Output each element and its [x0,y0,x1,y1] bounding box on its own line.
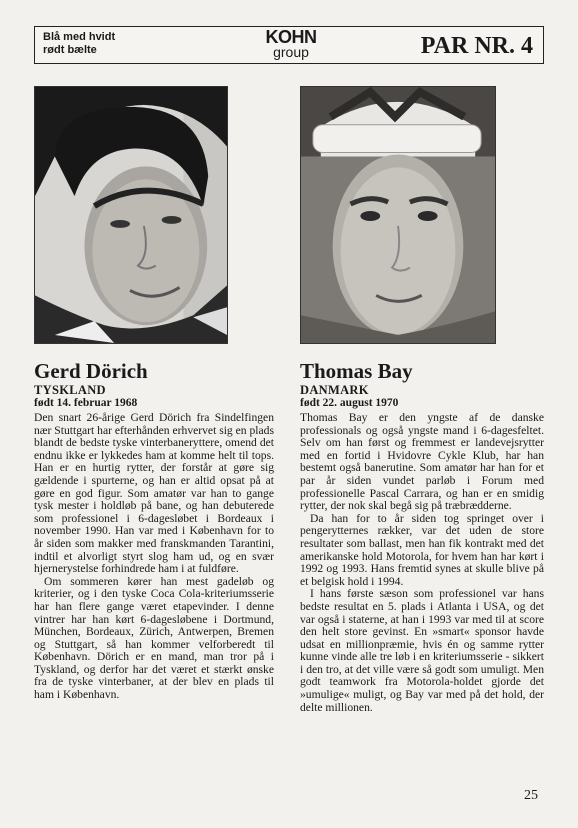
rider-country: TYSKLAND [34,383,106,397]
portrait-image [301,87,495,343]
logo-bottom: group [273,44,309,60]
portrait-image [35,87,227,343]
page-number: 25 [524,788,538,803]
rider-name: Thomas Bay [300,359,413,383]
pair-title: PAR NR. 4 [420,33,533,59]
bio-paragraph: Thomas Bay er den yngste af de danske professionals og også yngste mand i 6-dagesfeltet. Selv om han først og fremmest er landevejsrytter med en fortid i Hvidovre Cykle Klub, har han bestemt også banerutine. Som amatør har han for et par år siden vundet parløb i Forum med professionelle Pascal Carrara, og han er en smidig rytter, der nok skal begå sig på træbrædderne. [300,411,544,513]
bio-paragraph: Den snart 26-årige Gerd Dörich fra Sindelfingen nær Stuttgart har efterhånden erhvervet sig en plads blandt de bedste tyske vinterbaneryttere, omend det endnu ikke er lykkedes ham at komme helt til tops. Han er en hurtig rytter, der forstår at gøre sig gældende i spurterne, og han er altid opsat på at gøre en god figur. Som amatør var han to gange tysk mester i holdløb på bane, og han debuterede som professionel i 6-dagesløbet i Bordeaux i november 1990. Han var med i København for to år siden som makker med franskmanden Tarantini, indtil et alvorligt styrt slog ham ud, og en svær hjernerystelse forhindrede ham i at fuldføre. [34,411,274,576]
rider-birthdate: født 22. august 1970 [300,397,399,409]
jersey-line-1: Blå med hvidt [43,31,116,43]
jersey-description [43,31,115,57]
kohn-group-logo [263,28,319,60]
jersey-line-2: rødt bælte [43,44,97,56]
rider-biography [300,412,544,714]
bio-paragraph: Om sommeren kører han mest gadeløb og kriterier, og i den tyske Coca Cola-kriteriumsserie har han flere gange været etapevinder. I denne vintrer har han kørt 6-dagesløbene i Dortmund, München, Bordeaux, Zürich, Antwerpen, Bremen og Stuttgart, så han kommer velforberedt til København. Dörich er en mand, man tror på i Tyskland, og derfor har det været et stærkt ønske fra de tyske vinterbaner, at der blev en plads til ham i København. [34,574,274,702]
rider-name: Gerd Dörich [34,359,148,383]
rider-photo-bay [300,86,496,344]
bio-paragraph: Da han for to år siden tog springet over i pengerytternes rækker, var det uden de store resultater som ballast, men han fik kontrakt med det amerikanske hold Motorola, for hvem han har kørt i 1992 og 1993. Hans fremtid synes at skulle blive på et belgisk hold i 1994. [300,511,544,588]
rider-birthdate: født 14. februar 1968 [34,397,138,409]
logo-top: KOHN [265,27,317,47]
rider-biography [34,412,274,702]
rider-column-dorich [34,358,274,702]
rider-photo-dorich [34,86,228,344]
page-header [34,26,544,64]
rider-country: DANMARK [300,383,369,397]
bio-paragraph: I hans første sæson som professionel var hans bedste resultat en 5. plads i Atlanta i USA, og det var også i staterne, at han i 1993 var med til at score den helt store gevinst. En »smart« sponsor havde udsat en millionpræmie, hvis én og samme rytter kunne vinde alle tre løb i en kriteriumsserie - sikkert i den tro, at det ville være så godt som umuligt. Men godt teamwork fra Motorola-holdet gjorde det »umulige« muligt, og Bay var med på det hold, der delte millionen. [300,587,544,714]
rider-column-bay [300,358,544,714]
